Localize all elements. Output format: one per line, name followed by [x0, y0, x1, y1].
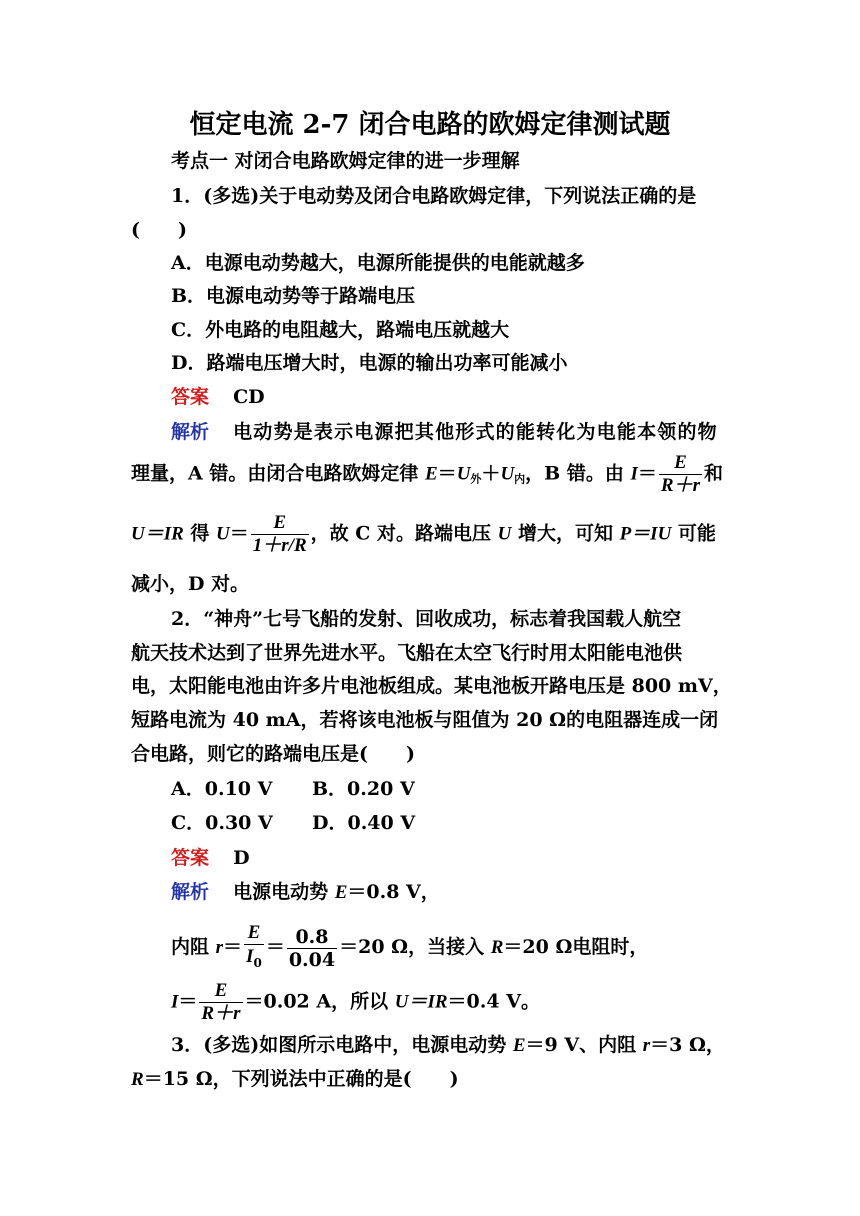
q2-options-row2	[171, 810, 771, 836]
q2-analysis-line2: 内阻 r＝ $\frac{E}{I_0}$ ＝ $\frac{0.8}{0.04}$ ＝20 Ω，当接入 R＝20 Ω电阻时，	[171, 922, 771, 974]
q2-option-d: D．0.40 V	[312, 812, 416, 834]
q2-line2: 航天技术达到了世界先进水平。飞船在太空飞行时用太阳能电池供	[131, 642, 683, 664]
q1-answer: CD	[233, 386, 265, 408]
q2-answer: D	[233, 847, 250, 869]
section-heading: 考点一 对闭合电路欧姆定律的进一步理解	[171, 150, 520, 172]
q2-options-row1	[171, 776, 771, 802]
fraction-e-over-i0: $\frac{E}{I_0}$	[246, 922, 262, 970]
answer-label: 答案	[171, 386, 210, 408]
q3-line2: R＝15 Ω，下列说法中正确的是( )	[131, 1068, 459, 1090]
q1-option-d: D．路端电压增大时，电源的输出功率可能减小	[171, 352, 568, 374]
q1-option-b: B．电源电动势等于路端电压	[171, 285, 416, 307]
q3-line1: 3．(多选)如图所示电路中，电源电动势 E＝9 V、内阻 r＝3 Ω，	[171, 1034, 725, 1056]
q2-option-c: C．0.30 V	[171, 812, 273, 834]
q2-option-a: A．0.10 V	[171, 778, 273, 800]
q2-option-b: B．0.20 V	[312, 778, 415, 800]
fraction-numeric: $\frac{0.8}{0.04}$	[288, 925, 336, 971]
q2-analysis-line1: 解析 电源电动势 E＝0.8 V，	[171, 881, 440, 903]
q2-line3: 电，太阳能电池由许多片电池板组成。某电池板开路电压是 800 mV，	[131, 675, 732, 697]
fraction-e-over-1-plus-r-over-r: $\frac{E}{1+r/R}$	[252, 512, 307, 556]
q1-option-c: C．外电路的电阻越大，路端电压就越大	[171, 319, 510, 341]
fraction-e-over-r-plus-r: $\frac{E}{R+r}$	[201, 980, 241, 1024]
q1-answer-row	[171, 384, 771, 410]
analysis-label: 解析	[171, 421, 210, 443]
q2-line5: 合电路，则它的路端电压是( )	[131, 743, 415, 765]
q2-answer-row	[171, 845, 771, 871]
answer-label: 答案	[171, 847, 210, 869]
q1-analysis-line3: U＝IR 得 U＝ $\frac{E}{1+r/R}$ ，故 C 对。路端电压 U 增大，可知 P＝IU 可能	[131, 512, 716, 556]
q2-analysis-line3: I＝ $\frac{E}{R+r}$ ＝0.02 A，所以 U＝IR＝0.4 V。	[171, 980, 540, 1024]
page-title: 恒定电流 2-7 闭合电路的欧姆定律测试题	[189, 110, 671, 140]
q2-line4: 短路电流为 40 mA，若将该电池板与阻值为 20 Ω的电阻器连成一闭	[131, 709, 719, 731]
analysis-label: 解析	[171, 881, 210, 903]
q1-analysis-line4: 减小，D 对。	[131, 573, 250, 595]
q2-line1: 2．“神舟”七号飞船的发射、回收成功，标志着我国载人航空	[171, 608, 682, 630]
q1-stem-line1: 1．(多选)关于电动势及闭合电路欧姆定律，下列说法正确的是	[171, 185, 697, 207]
q1-analysis-line1: 解析 电动势是表示电源把其他形式的能转化为电能本领的物	[171, 421, 718, 443]
q1-option-a: A．电源电动势越大，电源所能提供的电能就越多	[171, 252, 585, 274]
fraction-e-over-r-plus-r: $\frac{E}{R+r}$	[660, 452, 700, 496]
q1-stem-line2: ( )	[131, 219, 187, 241]
q1-analysis-line2: 理量，A 错。由闭合电路欧姆定律 $E=U_外+U_内$，B 错。由 I＝ $\frac{E}{R+r}$ 和	[131, 452, 723, 496]
